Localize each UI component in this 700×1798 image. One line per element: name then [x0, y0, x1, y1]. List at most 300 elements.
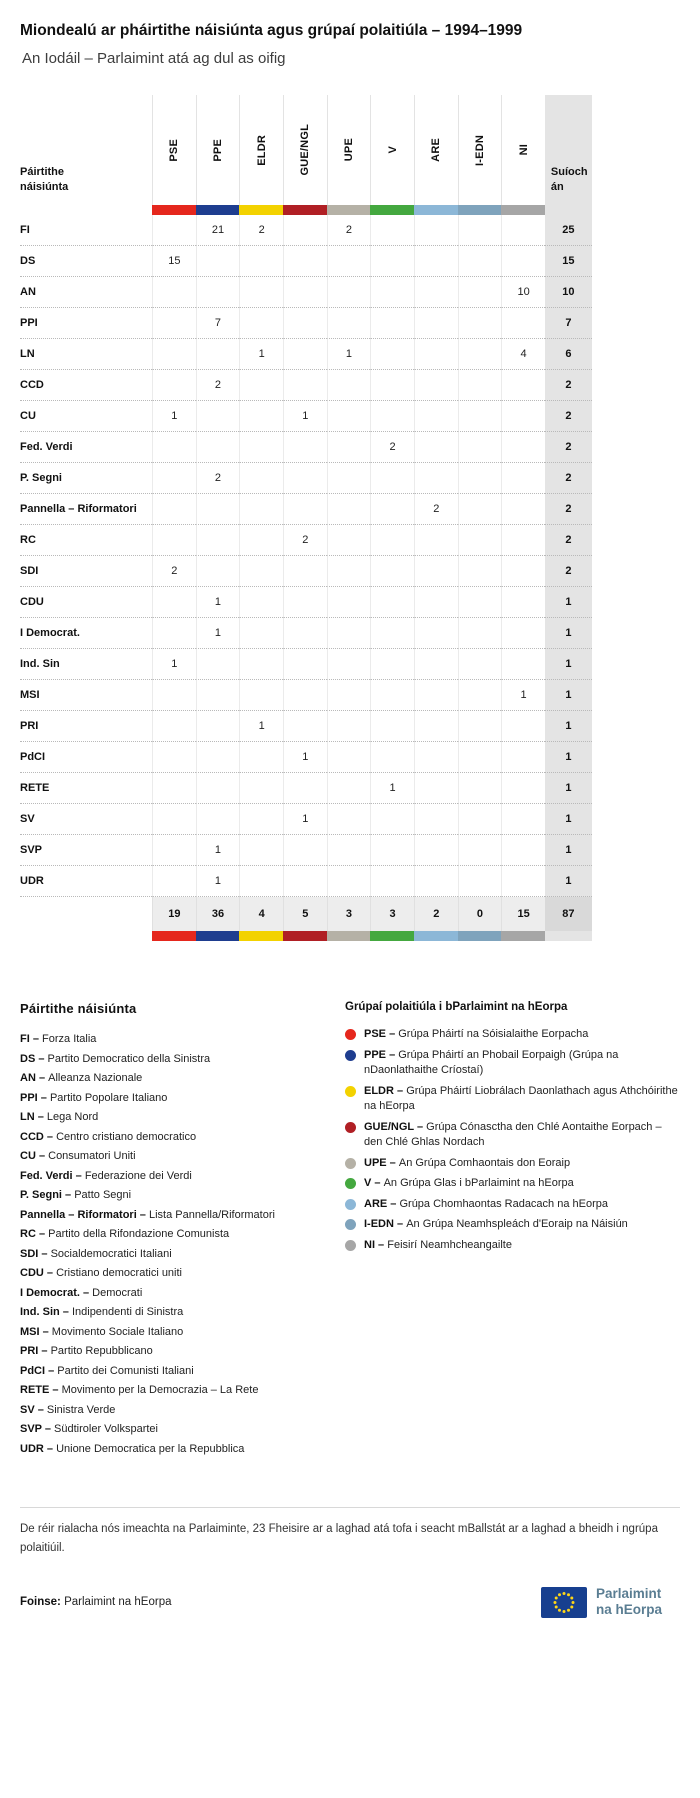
value-cell — [239, 401, 283, 432]
value-cell: 15 — [152, 246, 196, 277]
group-color-dot-icon — [345, 1029, 356, 1040]
column-header — [414, 95, 458, 205]
value-cell — [239, 649, 283, 680]
value-cell: 1 — [239, 711, 283, 742]
value-cell — [239, 525, 283, 556]
legend-party-item: SV – Sinistra Verde — [20, 1403, 116, 1416]
column-header — [370, 95, 414, 205]
legend-party-item: RC – Partito della Rifondazione Comunista — [20, 1228, 230, 1240]
legend-group-item — [345, 1027, 680, 1043]
value-cell: 1 — [283, 742, 327, 773]
value-cell — [196, 556, 240, 587]
value-cell — [283, 711, 327, 742]
column-header — [283, 95, 327, 205]
value-cell — [370, 339, 414, 370]
value-cell — [239, 587, 283, 618]
value-cell — [327, 587, 371, 618]
legend-party-item: CU – Consumatori Uniti — [20, 1150, 136, 1162]
legend-group-item — [345, 1120, 680, 1151]
value-cell — [152, 742, 196, 773]
legend-party-item: PPI – Partito Popolare Italiano — [20, 1091, 168, 1104]
value-cell: 1 — [370, 773, 414, 804]
legend-parties-heading: Páirtithe náisiúnta — [20, 1001, 137, 1016]
legend-party-item: PRI – Partito Repubblicano — [20, 1345, 153, 1357]
value-cell — [414, 618, 458, 649]
legend-party-abbr: I Democrat. – — [20, 1286, 93, 1299]
group-colorbar — [196, 205, 240, 215]
value-cell — [152, 587, 196, 618]
value-cell — [283, 370, 327, 401]
value-cell — [370, 246, 414, 277]
column-total-cell: 15 — [501, 897, 545, 931]
value-cell — [458, 494, 502, 525]
value-cell — [458, 401, 502, 432]
value-cell — [458, 432, 502, 463]
row-total-cell: 10 — [545, 277, 592, 308]
row-total-cell: 25 — [545, 215, 592, 246]
row-total-cell: 1 — [545, 835, 592, 866]
legend-party-item: Ind. Sin – Indipendenti di Sinistra — [20, 1306, 184, 1318]
value-cell — [458, 308, 502, 339]
colorbar-total — [545, 205, 592, 215]
legend-party-abbr: RETE – — [20, 1384, 62, 1396]
value-cell: 2 — [370, 432, 414, 463]
column-header-label: GUE/NGL — [299, 124, 312, 176]
value-cell — [458, 246, 502, 277]
value-cell — [196, 773, 240, 804]
legend-party-abbr: SV – — [20, 1403, 47, 1416]
value-cell — [414, 463, 458, 494]
value-cell — [414, 401, 458, 432]
party-name-cell: CU — [20, 401, 152, 432]
group-color-dot-icon — [345, 1178, 356, 1189]
value-cell — [370, 277, 414, 308]
column-header-total: Suíochán — [545, 95, 592, 205]
value-cell — [501, 835, 545, 866]
value-cell — [283, 339, 327, 370]
value-cell: 2 — [414, 494, 458, 525]
column-header-label: V — [386, 146, 399, 154]
legend-group-abbr: GUE/NGL – — [364, 1120, 427, 1133]
value-cell — [152, 277, 196, 308]
value-cell — [458, 773, 502, 804]
results-table — [20, 95, 680, 941]
value-cell — [196, 246, 240, 277]
procedure-note: De réir rialacha nós imeachta na Parlaiminte, 23 Fheisire ar a laghad atá tofa i seacht mBallstát ar a laghad a bheidh i ngrúpa polaitiúil. — [20, 1523, 658, 1554]
legend-party-item: LN – Lega Nord — [20, 1111, 99, 1123]
legend-party-item: DS – Partito Democratico della Sinistra — [20, 1052, 211, 1065]
value-cell — [414, 804, 458, 835]
value-cell — [370, 835, 414, 866]
legend-party-abbr: AN – — [20, 1072, 49, 1084]
value-cell — [414, 525, 458, 556]
party-name-cell: Pannella – Riformatori — [20, 494, 152, 525]
column-total-cell: 3 — [370, 897, 414, 931]
value-cell — [283, 866, 327, 897]
value-cell — [458, 556, 502, 587]
value-cell — [239, 680, 283, 711]
row-total-cell: 1 — [545, 649, 592, 680]
colorbar-total — [545, 931, 592, 941]
value-cell — [458, 463, 502, 494]
value-cell — [370, 370, 414, 401]
value-cell — [327, 618, 371, 649]
party-name-cell: CDU — [20, 587, 152, 618]
value-cell — [327, 742, 371, 773]
colorbar-spacer — [20, 205, 152, 215]
ep-logo — [541, 1586, 680, 1618]
group-colorbar — [239, 205, 283, 215]
legend-group-text: GUE/NGL – Grúpa Cónasctha den Chlé Aontaithe Eorpach – den Chlé Ghlas Nordach — [364, 1120, 662, 1148]
value-cell — [414, 432, 458, 463]
value-cell: 2 — [283, 525, 327, 556]
value-cell — [414, 277, 458, 308]
legend-group-text: PSE – Grúpa Pháirtí na Sóisialaithe Eorpacha — [364, 1028, 589, 1040]
group-colorbar — [239, 931, 283, 941]
table-corner-label-text: Páirtithe náisiúnta — [20, 166, 69, 193]
value-cell — [327, 556, 371, 587]
value-cell — [458, 277, 502, 308]
value-cell — [239, 835, 283, 866]
legend-party-abbr: MSI – — [20, 1325, 52, 1338]
party-name-cell: Ind. Sin — [20, 649, 152, 680]
value-cell — [501, 463, 545, 494]
legend-group-item — [345, 1176, 680, 1192]
legend-party-item: I Democrat. – Democrati — [20, 1286, 143, 1299]
column-total-cell: 4 — [239, 897, 283, 931]
group-colorbar — [283, 205, 327, 215]
value-cell — [239, 494, 283, 525]
group-color-dot-icon — [345, 1122, 356, 1133]
value-cell — [327, 711, 371, 742]
value-cell — [283, 835, 327, 866]
value-cell — [327, 804, 371, 835]
value-cell — [152, 618, 196, 649]
row-total-cell: 1 — [545, 618, 592, 649]
value-cell — [501, 742, 545, 773]
value-cell — [327, 401, 371, 432]
value-cell — [283, 432, 327, 463]
value-cell — [458, 618, 502, 649]
value-cell — [370, 215, 414, 246]
column-header — [327, 95, 371, 205]
group-color-dot-icon — [345, 1158, 356, 1169]
source-label: Foinse: — [20, 1596, 61, 1608]
value-cell — [327, 494, 371, 525]
value-cell — [327, 370, 371, 401]
value-cell — [414, 649, 458, 680]
party-name-cell: SV — [20, 804, 152, 835]
legend-party-item: AN – Alleanza Nazionale — [20, 1072, 143, 1084]
source — [20, 1596, 172, 1608]
value-cell — [370, 556, 414, 587]
value-cell — [370, 649, 414, 680]
value-cell — [458, 742, 502, 773]
value-cell — [370, 494, 414, 525]
row-total-cell: 1 — [545, 587, 592, 618]
legend-group-text: ELDR – Grúpa Pháirtí Liobrálach Daonlathach agus Athchóirithe na hEorpa — [364, 1084, 678, 1112]
legend-group-text: ARE – Grúpa Chomhaontas Radacach na hEorpa — [364, 1197, 608, 1210]
group-colorbar — [327, 205, 371, 215]
legend-party-item: Fed. Verdi – Federazione dei Verdi — [20, 1169, 192, 1182]
value-cell — [152, 463, 196, 494]
value-cell: 1 — [501, 680, 545, 711]
group-color-dot-icon — [345, 1199, 356, 1210]
legend-groups-heading: Grúpaí polaitiúla i bParlaimint na hEorpa — [345, 1001, 568, 1013]
row-total-cell: 1 — [545, 804, 592, 835]
value-cell — [152, 525, 196, 556]
value-cell: 1 — [283, 401, 327, 432]
value-cell: 7 — [196, 308, 240, 339]
party-name-cell: RC — [20, 525, 152, 556]
value-cell: 1 — [239, 339, 283, 370]
page-title: Miondealú ar pháirtithe náisiúnta agus grúpaí polaitiúla – 1994–1999 — [20, 22, 523, 39]
value-cell: 1 — [196, 866, 240, 897]
group-colorbar — [501, 205, 545, 215]
value-cell — [152, 308, 196, 339]
party-name-cell: PRI — [20, 711, 152, 742]
value-cell — [196, 711, 240, 742]
value-cell: 1 — [283, 804, 327, 835]
group-colorbar — [414, 931, 458, 941]
party-name-cell: Fed. Verdi — [20, 432, 152, 463]
legend-group-item — [345, 1048, 680, 1079]
column-header — [196, 95, 240, 205]
value-cell — [458, 711, 502, 742]
group-colorbar — [152, 931, 196, 941]
party-name-cell: RETE — [20, 773, 152, 804]
legend-party-item: P. Segni – Patto Segni — [20, 1189, 132, 1201]
group-colorbar — [458, 205, 502, 215]
value-cell — [239, 277, 283, 308]
value-cell — [239, 804, 283, 835]
value-cell — [370, 804, 414, 835]
legend-group-item — [345, 1238, 680, 1254]
row-total-cell: 15 — [545, 246, 592, 277]
value-cell — [501, 432, 545, 463]
legend-party-item: FI – Forza Italia — [20, 1033, 97, 1045]
legend-party-item: UDR – Unione Democratica per la Repubblica — [20, 1442, 245, 1455]
value-cell — [239, 556, 283, 587]
row-total-cell: 1 — [545, 711, 592, 742]
value-cell: 1 — [327, 339, 371, 370]
value-cell — [414, 215, 458, 246]
value-cell — [501, 556, 545, 587]
value-cell — [327, 680, 371, 711]
value-cell: 4 — [501, 339, 545, 370]
value-cell — [283, 494, 327, 525]
value-cell — [370, 866, 414, 897]
value-cell — [370, 587, 414, 618]
value-cell: 2 — [239, 215, 283, 246]
value-cell — [283, 680, 327, 711]
value-cell — [327, 246, 371, 277]
group-colorbar — [414, 205, 458, 215]
value-cell — [414, 773, 458, 804]
legend-party-item: PdCI – Partito dei Comunisti Italiani — [20, 1364, 194, 1377]
legend-party-abbr: PRI – — [20, 1345, 51, 1357]
legend-party-item: CCD – Centro cristiano democratico — [20, 1130, 197, 1143]
legend-party-abbr: SDI – — [20, 1247, 51, 1260]
value-cell — [414, 556, 458, 587]
value-cell — [501, 370, 545, 401]
group-color-dot-icon — [345, 1086, 356, 1097]
value-cell — [327, 277, 371, 308]
value-cell — [501, 804, 545, 835]
legend-party-abbr: UDR – — [20, 1442, 57, 1455]
value-cell — [458, 370, 502, 401]
legend-party-abbr: PdCI – — [20, 1364, 58, 1377]
value-cell — [239, 618, 283, 649]
value-cell — [370, 525, 414, 556]
value-cell — [370, 618, 414, 649]
row-total-cell: 1 — [545, 866, 592, 897]
value-cell — [196, 494, 240, 525]
value-cell: 2 — [327, 215, 371, 246]
eu-flag-icon — [541, 1587, 587, 1618]
legend-group-abbr: V – — [364, 1177, 384, 1189]
column-header — [501, 95, 545, 205]
column-total-cell: 2 — [414, 897, 458, 931]
group-colorbar — [196, 931, 240, 941]
legend-group-abbr: PPE – — [364, 1048, 399, 1061]
value-cell — [152, 432, 196, 463]
legend-party-item: CDU – Cristiano democratici uniti — [20, 1267, 182, 1279]
value-cell — [327, 835, 371, 866]
value-cell — [239, 246, 283, 277]
value-cell — [239, 308, 283, 339]
value-cell — [501, 618, 545, 649]
party-name-cell: AN — [20, 277, 152, 308]
row-total-cell: 2 — [545, 432, 592, 463]
column-header-label: PPE — [211, 138, 224, 162]
value-cell — [414, 587, 458, 618]
value-cell — [370, 742, 414, 773]
value-cell: 10 — [501, 277, 545, 308]
row-total-cell: 2 — [545, 556, 592, 587]
value-cell — [458, 215, 502, 246]
value-cell: 21 — [196, 215, 240, 246]
value-cell: 1 — [196, 587, 240, 618]
value-cell — [370, 308, 414, 339]
value-cell — [152, 804, 196, 835]
party-name-cell: CCD — [20, 370, 152, 401]
value-cell: 1 — [152, 649, 196, 680]
grand-total-cell: 87 — [545, 897, 592, 931]
value-cell — [283, 556, 327, 587]
value-cell — [327, 649, 371, 680]
value-cell — [196, 742, 240, 773]
group-color-dot-icon — [345, 1240, 356, 1251]
value-cell: 2 — [196, 370, 240, 401]
legend-section — [20, 1001, 680, 1459]
row-total-cell: 1 — [545, 742, 592, 773]
group-colorbar — [283, 931, 327, 941]
value-cell — [370, 711, 414, 742]
value-cell: 2 — [152, 556, 196, 587]
legend-party-abbr: DS – — [20, 1052, 48, 1065]
party-name-cell: DS — [20, 246, 152, 277]
value-cell — [458, 835, 502, 866]
value-cell — [370, 401, 414, 432]
value-cell — [283, 463, 327, 494]
group-colorbar — [327, 931, 371, 941]
column-header-label: I-EDN — [473, 134, 486, 166]
row-total-cell: 7 — [545, 308, 592, 339]
legend-party-abbr: P. Segni – — [20, 1189, 75, 1201]
value-cell — [458, 680, 502, 711]
value-cell — [501, 401, 545, 432]
legend-group-item — [345, 1197, 680, 1213]
value-cell — [501, 308, 545, 339]
legend-group-text: NI – Feisirí Neamhcheangailte — [364, 1238, 512, 1251]
value-cell — [501, 773, 545, 804]
legend-group-item — [345, 1156, 680, 1172]
value-cell — [414, 339, 458, 370]
value-cell — [327, 463, 371, 494]
party-name-cell: I Democrat. — [20, 618, 152, 649]
column-header — [152, 95, 196, 205]
legend-party-item: MSI – Movimento Sociale Italiano — [20, 1325, 184, 1338]
value-cell — [414, 711, 458, 742]
value-cell — [283, 649, 327, 680]
column-total-cell: 36 — [196, 897, 240, 931]
value-cell — [458, 804, 502, 835]
value-cell — [501, 246, 545, 277]
legend-group-item — [345, 1084, 680, 1115]
row-total-cell: 2 — [545, 401, 592, 432]
value-cell — [152, 773, 196, 804]
column-total-cell: 3 — [327, 897, 371, 931]
totals-spacer-cell — [20, 897, 152, 931]
party-name-cell: LN — [20, 339, 152, 370]
column-header-label: NI — [517, 144, 530, 156]
legend-parties — [20, 1001, 345, 1459]
row-total-cell: 1 — [545, 680, 592, 711]
group-colorbar — [458, 931, 502, 941]
legend-party-item: SDI – Socialdemocratici Italiani — [20, 1247, 172, 1260]
column-header-label: UPE — [342, 138, 355, 162]
value-cell — [327, 308, 371, 339]
value-cell — [239, 463, 283, 494]
column-header-label: ELDR — [255, 134, 268, 166]
value-cell: 2 — [196, 463, 240, 494]
legend-groups — [345, 1001, 680, 1459]
value-cell — [501, 215, 545, 246]
legend-group-abbr: PSE – — [364, 1028, 399, 1040]
legend-group-abbr: ARE – — [364, 1197, 400, 1210]
value-cell — [501, 525, 545, 556]
party-name-cell: SVP — [20, 835, 152, 866]
legend-party-abbr: SVP – — [20, 1423, 55, 1435]
value-cell — [458, 525, 502, 556]
value-cell — [196, 401, 240, 432]
value-cell — [501, 711, 545, 742]
row-total-cell: 1 — [545, 773, 592, 804]
value-cell — [370, 680, 414, 711]
value-cell — [152, 711, 196, 742]
value-cell — [414, 308, 458, 339]
legend-group-abbr: NI – — [364, 1238, 388, 1251]
value-cell — [458, 866, 502, 897]
value-cell — [501, 866, 545, 897]
row-total-cell: 2 — [545, 494, 592, 525]
legend-party-item: RETE – Movimento per la Democrazia – La Rete — [20, 1384, 259, 1396]
value-cell — [327, 866, 371, 897]
value-cell — [327, 773, 371, 804]
value-cell — [327, 525, 371, 556]
legend-party-abbr: CDU – — [20, 1267, 57, 1279]
